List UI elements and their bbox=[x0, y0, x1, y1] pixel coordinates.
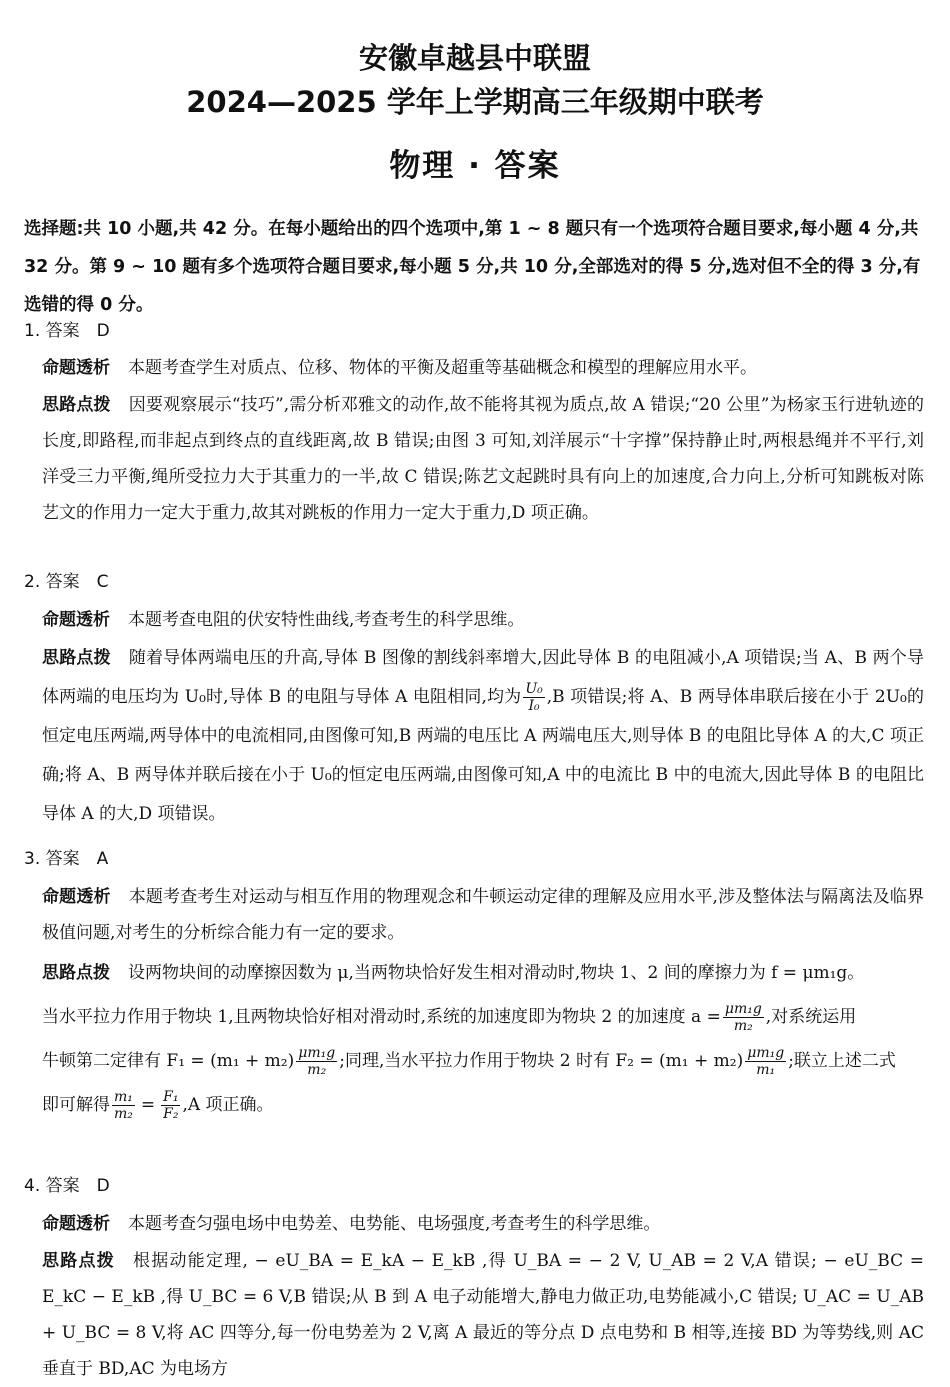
hint-text: 牛顿第二定律有 F₁ = (m₁ + m₂) bbox=[42, 1051, 295, 1071]
analysis-paragraph bbox=[42, 350, 924, 386]
hint-text: ;联立上述二式 bbox=[788, 1051, 896, 1071]
analysis-label: 命题透析 bbox=[42, 1214, 110, 1234]
analysis-label: 命题透析 bbox=[42, 358, 110, 378]
analysis-label: 命题透析 bbox=[42, 887, 111, 907]
analysis-paragraph bbox=[42, 602, 924, 638]
hint-text: 根据动能定理, − eU_BA = E_kA − E_kB ,得 U_BA = − 2 V, U_AB = 2 V,A 错误; − eU_BC = E_kC − E_kB ,得 U_BC = 6 V,B 错误;从 B 到 A 电子动能增大,静电力做正功,电势能减小,C 错误; U_AC = U_AB + U_BC = 8 V,将 AC 四等分,每一份电势差为 2 V,离 A 最近的等分点 D 点电势和 B 相等,连接 BD 为等势线,则 AC 垂直于 BD,AC 为电场方 bbox=[42, 1251, 924, 1379]
analysis-text: 本题考查学生对质点、位移、物体的平衡及超重等基础概念和模型的理解应用水平。 bbox=[128, 358, 757, 378]
hint-paragraph: 思路点拨 设两物块间的动摩擦因数为 μ,当两物块恰好发生相对滑动时,物块 1、2 间的摩擦力为 f = μm₁g。 当水平拉力作用于物块 1,且两物块恰好相对滑动时,系统的加速度即为物块 2 的加速度 a = $\frac{\text{μm₁g}}{\text{m₂}}$ ,对系统运用 牛顿第二定律有 F₁ = (m₁ + m₂) $\frac{\text{μm₁g}}{\text{m₂}}$ ;同理,当水平拉力作用于物块 2 时有 F₂ = (m₁ + m₂) $\frac{\text{μm₁g}}{\text{m₁}}$ ;联立上述二式 即可解得 $\frac{\text{m₁}}{\text{m₂}}$ = $\frac{\text{F₁}}{\text{F₂}}$ ,A 项正确。 bbox=[42, 963, 896, 1122]
fraction-f2: $\frac{\text{μm₁g}}{\text{m₁}}$ bbox=[747, 1045, 785, 1078]
analysis-paragraph bbox=[42, 879, 924, 951]
hint-text: 随着导体两端电压的升高,导体 B 图像的割线斜率增大,因此导体 B 的电阻减小,A 项错误;当 A、B 两个导体两端的电压均为 U₀时,导体 B 的电阻与导体 A 电阻相同,均为 bbox=[42, 648, 925, 707]
answer-head: 3. 答案 A bbox=[24, 849, 109, 869]
fraction-u0-i0: $\frac{\text{U₀}}{\text{I₀}}$ bbox=[525, 681, 543, 714]
instructions: 选择题:共 10 小题,共 42 分。在每小题给出的四个选项中,第 1 ~ 8 题只有一个选项符合题目要求,每小题 4 分,共 32 分。第 9 ~ 10 题有多个选项符合题目要求,每小题 5 分,共 10 分,全部选对的得 5 分,选对但不全的得 3 分,有选错的得 0 分。 bbox=[24, 219, 921, 315]
question-4 bbox=[24, 1170, 924, 1202]
hint-text: ;同理,当水平拉力作用于物块 2 时有 F₂ = (m₁ + m₂) bbox=[339, 1051, 744, 1071]
analysis-paragraph bbox=[42, 1206, 924, 1242]
subject-title: 物理 · 答案 bbox=[389, 148, 561, 184]
hint-label: 思路点拨 bbox=[42, 1251, 115, 1271]
analysis-text: 本题考查电阻的伏安特性曲线,考查考生的科学思维。 bbox=[128, 610, 525, 630]
hint-label: 思路点拨 bbox=[42, 395, 111, 415]
analysis-text: 本题考查考生对运动与相互作用的物理观念和牛顿运动定律的理解及应用水平,涉及整体法与隔离法及临界极值问题,对考生的分析综合能力有一定的要求。 bbox=[42, 887, 924, 943]
question-3 bbox=[24, 843, 924, 875]
hint-text: ,B 项错误;将 A、B 两导体串联后接在小于 2U₀的恒定电压两端,两导体中的电流相同,由图像可知,B 两端的电压比 A 两端电压大,则导体 B 的电阻比导体 A 的大,C 项正确;将 A、B 两导体并联后接在小于 U₀的恒定电压两端,由图像可知,A 中的电流比 B 中的电流大,因此导体 B 的电阻比导体 A 的大,D 项错误。 bbox=[42, 687, 924, 824]
hint-text: ,A 项正确。 bbox=[182, 1095, 274, 1115]
hint-paragraph bbox=[42, 639, 924, 834]
hint-text: 当水平拉力作用于物块 1,且两物块恰好相对滑动时,系统的加速度即为物块 2 的加速度 a = bbox=[42, 1007, 721, 1027]
hint-label: 思路点拨 bbox=[42, 648, 111, 668]
fraction-acceleration: $\frac{\text{μm₁g}}{\text{m₂}}$ bbox=[724, 1001, 762, 1034]
question-2 bbox=[24, 566, 924, 598]
alliance-title: 安徽卓越县中联盟 bbox=[358, 41, 591, 75]
fraction-f1: $\frac{\text{μm₁g}}{\text{m₂}}$ bbox=[298, 1045, 336, 1078]
answer-head: 1. 答案 D bbox=[24, 321, 110, 341]
hint-text: 即可解得 bbox=[42, 1095, 110, 1115]
analysis-text: 本题考查匀强电场中电势差、电势能、电场强度,考查考生的科学思维。 bbox=[128, 1214, 661, 1234]
hint-paragraph bbox=[42, 1243, 924, 1379]
hint-text: 因要观察展示“技巧”,需分析邓雅文的动作,故不能将其视为质点,故 A 错误;“20 公里”为杨家玉行进轨迹的长度,即路程,而非起点到终点的直线距离,故 B 错误;由图 3 可知,刘洋展示“十字撑”保持静止时,两根悬绳并不平行,刘洋受三力平衡,绳所受拉力大于其重力的一半,故 C 错误;陈艺文起跳时具有向上的加速度,合力向上,分析可知跳板对陈艺文的作用力一定大于重力,故其对跳板的作用力一定大于重力,D 项正确。 bbox=[42, 395, 925, 523]
fraction-m1-m2: $\frac{\text{m₁}}{\text{m₂}}$ bbox=[114, 1089, 133, 1122]
hint-text: 设两物块间的动摩擦因数为 μ,当两物块恰好发生相对滑动时,物块 1、2 间的摩擦力为 f = μm₁g。 bbox=[128, 963, 865, 983]
answer-head: 2. 答案 C bbox=[24, 572, 109, 592]
exam-title: 2024—2025 学年上学期高三年级期中联考 bbox=[186, 85, 764, 119]
fraction-f1-f2: $\frac{\text{F₁}}{\text{F₂}}$ bbox=[163, 1089, 179, 1122]
answer-head: 4. 答案 D bbox=[24, 1176, 110, 1196]
hint-text: ,对系统运用 bbox=[765, 1007, 857, 1027]
question-1 bbox=[24, 315, 924, 347]
hint-label: 思路点拨 bbox=[42, 963, 110, 983]
hint-paragraph bbox=[42, 387, 924, 531]
analysis-label: 命题透析 bbox=[42, 610, 110, 630]
